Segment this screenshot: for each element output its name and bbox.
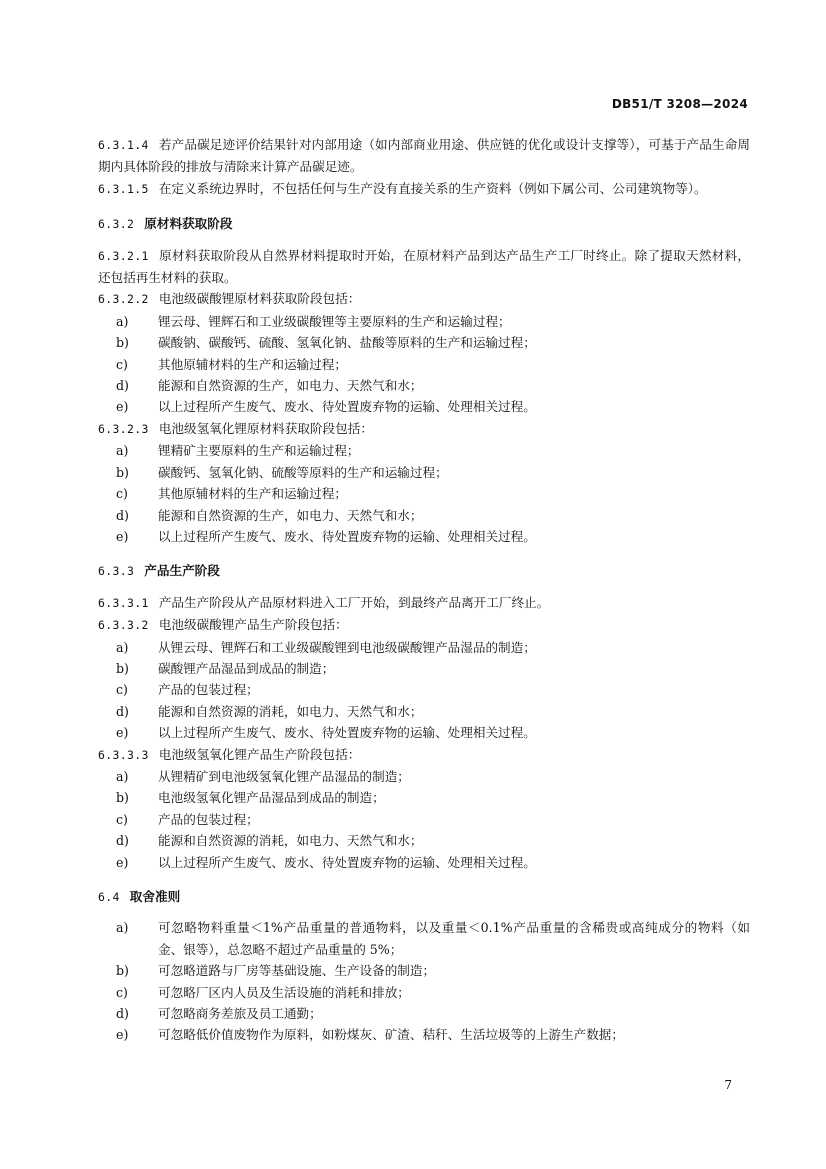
clause-text: 电池级碳酸锂原材料获取阶段包括： xyxy=(158,291,361,307)
clause-paragraph xyxy=(98,592,750,614)
list-item xyxy=(98,917,750,960)
clause-number: 6.3.2.2 xyxy=(98,292,149,307)
list-item xyxy=(98,462,750,483)
clause-paragraph xyxy=(98,245,750,289)
section-title: 原材料获取阶段 xyxy=(144,216,233,232)
list-item-text: 锂云母、锂辉石和工业级碳酸锂等主要原料的生产和运输过程； xyxy=(158,313,511,329)
clause-number: 6.3.1.5 xyxy=(98,181,149,196)
clause-text: 在定义系统边界时，不包括任何与生产没有直接关系的生产资料（例如下属公司、公司建筑物等）。 xyxy=(158,180,707,196)
list-item-text: 以上过程所产生废气、废水、待处置废弃物的运输、处理相关过程。 xyxy=(158,725,536,741)
clause-paragraph xyxy=(98,418,750,440)
list-item-text: 其他原辅材料的生产和运输过程； xyxy=(158,486,347,502)
list-item-label: b) xyxy=(116,660,129,676)
clause-text: 原材料获取阶段从自然界材料提取时开始，在原材料产品到达产品生产工厂时终止。除了提取天然材料，还包括再生材料的获取。 xyxy=(98,247,750,286)
clause-text: 产品生产阶段从产品原材料进入工厂开始，到最终产品离开工厂终止。 xyxy=(158,594,550,610)
list-item-label: e) xyxy=(116,1027,129,1043)
list-item xyxy=(98,354,750,375)
list-item xyxy=(98,830,750,851)
list-item xyxy=(98,960,750,981)
clause-paragraph xyxy=(98,178,750,200)
list-item xyxy=(98,1024,750,1045)
list-item-text: 可忽略物料重量＜1%产品重量的普通物料，以及重量＜0.1%产品重量的含稀贵或高纯成分的物料（如金、银等），总忽略不超过产品重量的 5%； xyxy=(158,920,750,957)
list-item-text: 锂精矿主要原料的生产和运输过程； xyxy=(158,443,360,459)
list-item-text: 产品的包装过程； xyxy=(158,811,259,827)
list-item-label: b) xyxy=(116,963,129,979)
section-number: 6.3.3 xyxy=(98,564,135,579)
list-item-text: 能源和自然资源的生产，如电力、天然气和水； xyxy=(158,507,423,523)
clause-paragraph xyxy=(98,134,750,178)
document-body xyxy=(98,134,750,1046)
list-item-label: c) xyxy=(116,682,128,698)
list-item-label: e) xyxy=(116,854,129,870)
list-item-text: 可忽略厂区内人员及生活设施的消耗和排放； xyxy=(158,984,410,1000)
list-item xyxy=(98,809,750,830)
list-item xyxy=(98,787,750,808)
list-item-label: a) xyxy=(116,639,129,655)
section-number: 6.3.2 xyxy=(98,217,135,232)
list-item xyxy=(98,852,750,873)
list-item xyxy=(98,1003,750,1024)
list-item-label: a) xyxy=(116,313,129,329)
list-item-text: 从锂精矿到电池级氢氧化锂产品湿品的制造； xyxy=(158,768,410,784)
list-item-label: a) xyxy=(116,768,129,784)
clause-number: 6.3.2.1 xyxy=(98,248,149,263)
clause-number: 6.3.1.4 xyxy=(98,138,149,152)
list-item-text: 以上过程所产生废气、废水、待处置废弃物的运输、处理相关过程。 xyxy=(158,854,536,870)
clause-number: 6.3.3.3 xyxy=(98,747,149,762)
list-item xyxy=(98,679,750,700)
list-item-text: 碳酸锂产品湿品到成品的制造； xyxy=(158,660,335,676)
list-item xyxy=(98,375,750,396)
list-item xyxy=(98,658,750,679)
list-item xyxy=(98,311,750,332)
list-item-label: d) xyxy=(116,833,129,849)
list-item-text: 能源和自然资源的消耗，如电力、天然气和水； xyxy=(158,703,423,719)
clause-number: 6.3.3.1 xyxy=(98,595,149,610)
list-item-text: 电池级氢氧化锂产品湿品到成品的制造； xyxy=(158,790,385,806)
list-item-label: b) xyxy=(116,335,129,351)
list-item xyxy=(98,766,750,787)
list-item-label: e) xyxy=(116,399,129,415)
list-item xyxy=(98,982,750,1003)
list-item-text: 其他原辅材料的生产和运输过程； xyxy=(158,356,347,372)
clause-number: 6.3.3.2 xyxy=(98,618,149,633)
section-number: 6.4 xyxy=(98,890,120,904)
list-item xyxy=(98,505,750,526)
clause-paragraph xyxy=(98,744,750,766)
list-item-label: e) xyxy=(116,528,129,544)
list-item-label: d) xyxy=(116,703,129,719)
list-item-label: d) xyxy=(116,507,129,523)
list-item xyxy=(98,526,750,547)
list-item-label: a) xyxy=(116,920,129,936)
list-item-label: c) xyxy=(116,356,128,372)
list-item xyxy=(98,440,750,461)
clause-paragraph xyxy=(98,288,750,310)
list-item-text: 从锂云母、锂辉石和工业级碳酸锂到电池级碳酸锂产品湿品的制造； xyxy=(158,639,536,655)
clause-number: 6.3.2.3 xyxy=(98,421,149,436)
list-item-text: 可忽略低价值废物作为原料，如粉煤灰、矿渣、秸秆、生活垃圾等的上游生产数据； xyxy=(158,1027,624,1043)
clause-text: 电池级碳酸锂产品生产阶段包括： xyxy=(158,617,348,633)
list-item-text: 产品的包装过程； xyxy=(158,682,259,698)
section-heading xyxy=(98,560,750,582)
list-item xyxy=(98,701,750,722)
document-id-header: DB51/T 3208—2024 xyxy=(611,97,748,111)
list-item-label: b) xyxy=(116,790,129,806)
list-item-text: 可忽略道路与厂房等基础设施、生产设备的制造； xyxy=(158,963,436,979)
list-item xyxy=(98,637,750,658)
list-item-text: 以上过程所产生废气、废水、待处置废弃物的运输、处理相关过程。 xyxy=(158,399,536,415)
list-item-label: c) xyxy=(116,486,128,502)
section-heading xyxy=(98,886,750,908)
list-item xyxy=(98,332,750,353)
list-item xyxy=(98,396,750,417)
section-heading xyxy=(98,213,750,235)
list-item xyxy=(98,722,750,743)
list-item-label: d) xyxy=(116,1006,129,1022)
list-item xyxy=(98,483,750,504)
clause-text: 电池级氢氧化锂产品生产阶段包括： xyxy=(158,746,361,762)
list-item-text: 碳酸钙、氢氧化钠、硫酸等原料的生产和运输过程； xyxy=(158,464,448,480)
clause-paragraph xyxy=(98,614,750,636)
list-item-text: 能源和自然资源的生产，如电力、天然气和水； xyxy=(158,378,423,394)
list-item-label: e) xyxy=(116,725,129,741)
list-item-label: c) xyxy=(116,811,128,827)
list-item-text: 能源和自然资源的消耗，如电力、天然气和水； xyxy=(158,833,423,849)
section-title: 产品生产阶段 xyxy=(144,563,220,579)
clause-text: 若产品碳足迹评价结果针对内部用途（如内部商业用途、供应链的优化或设计支撑等），可基于产品生命周期内具体阶段的排放与清除来计算产品碳足迹。 xyxy=(98,137,750,175)
list-item-label: d) xyxy=(116,378,129,394)
list-item-label: a) xyxy=(116,443,129,459)
list-item-label: c) xyxy=(116,984,128,1000)
section-title: 取舍准则 xyxy=(129,889,181,904)
list-item-text: 碳酸钠、碳酸钙、硫酸、氢氧化钠、盐酸等原料的生产和运输过程； xyxy=(158,335,536,351)
list-item-text: 以上过程所产生废气、废水、待处置废弃物的运输、处理相关过程。 xyxy=(158,528,536,544)
page-number: 7 xyxy=(724,1078,732,1092)
list-item-text: 可忽略商务差旅及员工通勤； xyxy=(158,1006,322,1022)
clause-text: 电池级氢氧化锂原材料获取阶段包括： xyxy=(158,420,373,436)
list-item-label: b) xyxy=(116,464,129,480)
